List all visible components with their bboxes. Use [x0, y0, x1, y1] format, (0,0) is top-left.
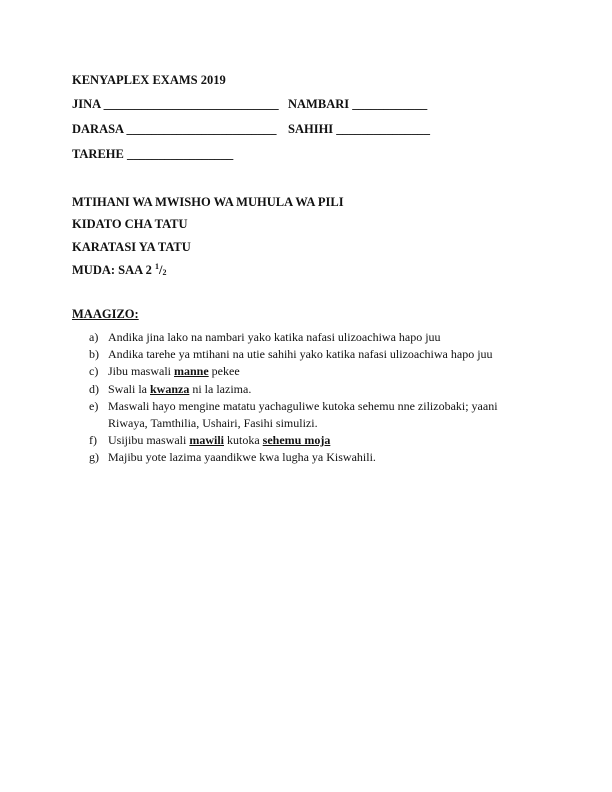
- list-item: [89, 398, 539, 432]
- instructions-list: [89, 329, 539, 467]
- item-text: Majibu yote lazima yaandikwe kwa lugha ya Kiswahili.: [108, 450, 376, 465]
- item-text: Maswali hayo mengine matatu yachaguliwe kutoka sehemu nne zilizobaki; yaani Riwaya, Tamthilia, Ushairi, Fasihi simulizi.: [108, 398, 498, 431]
- item-label: e): [89, 398, 99, 413]
- date-field[interactable]: TAREHE _________________: [72, 147, 234, 161]
- duration-label: MUDA: SAA 2: [72, 263, 155, 277]
- item-text-post: ni la lazima.: [189, 381, 252, 396]
- list-item: [89, 329, 539, 346]
- exam-paper: KARATASI YA TATU: [72, 240, 191, 254]
- name-field[interactable]: JINA ____________________________: [72, 97, 279, 111]
- item-text-bold: manne: [174, 364, 209, 379]
- instructions-heading: MAAGIZO:: [72, 307, 139, 321]
- exam-name: MTIHANI WA MWISHO WA MUHULA WA PILI: [72, 195, 344, 209]
- item-label: d): [89, 381, 99, 396]
- list-item: [89, 432, 539, 449]
- item-text-pre: Swali la: [108, 381, 150, 396]
- item-label: a): [89, 330, 99, 344]
- duration-denominator: 2: [162, 268, 167, 277]
- duration-numerator: 1: [154, 262, 159, 271]
- item-text-post: pekee: [208, 364, 240, 379]
- class-field[interactable]: DARASA ________________________: [72, 122, 277, 136]
- item-text-pre: Usijibu maswali: [108, 433, 190, 448]
- list-item: [89, 363, 539, 380]
- item-text: Andika tarehe ya mtihani na utie sahihi yako katika nafasi ulizoachiwa hapo juu: [108, 347, 493, 362]
- item-label: f): [89, 433, 97, 448]
- exam-form: KIDATO CHA TATU: [72, 217, 188, 231]
- exam-board-title: KENYAPLEX EXAMS 2019: [72, 73, 226, 87]
- item-label: c): [89, 364, 99, 379]
- item-label: g): [89, 450, 99, 465]
- list-item: [89, 449, 539, 466]
- item-text: Andika jina lako na nambari yako katika nafasi ulizoachiwa hapo juu: [108, 330, 441, 344]
- item-text-bold: mawili: [189, 433, 224, 448]
- item-text-bold: kwanza: [150, 381, 190, 396]
- exam-duration: MUDA: SAA 2 $^1/_2$: [72, 262, 167, 277]
- list-item: [89, 381, 539, 398]
- signature-field[interactable]: SAHIHI _______________: [288, 122, 431, 136]
- list-item: [89, 346, 539, 363]
- item-text-pre: Jibu maswali: [108, 364, 174, 379]
- item-text-bold-2: sehemu moja: [262, 433, 331, 448]
- item-label: b): [89, 347, 99, 362]
- number-field[interactable]: NAMBARI ____________: [288, 97, 428, 111]
- item-text-mid: kutoka: [224, 433, 263, 448]
